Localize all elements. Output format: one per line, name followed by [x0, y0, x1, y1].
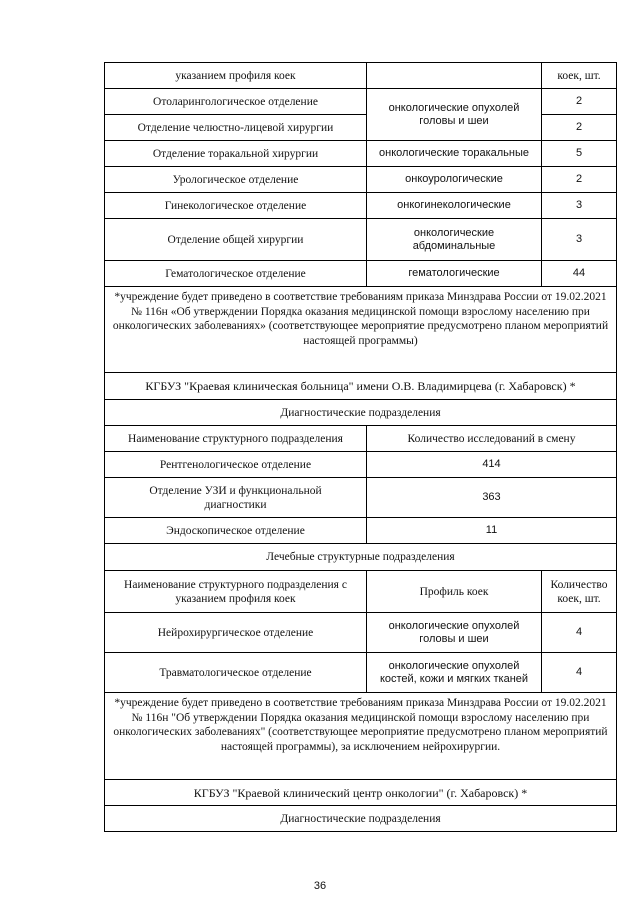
research-count: 414 [367, 452, 617, 478]
table-row [105, 693, 617, 780]
bed-profile: онкоурологические [367, 167, 542, 193]
department-name: Гинекологическое отделение [105, 193, 367, 219]
header-cell [367, 63, 542, 89]
table-row [105, 400, 617, 426]
section-title: Диагностические подразделения [105, 806, 617, 832]
bed-profile: онкологические торакальные [367, 141, 542, 167]
bed-count: 3 [542, 193, 617, 219]
bed-count: 4 [542, 613, 617, 653]
table-row [105, 141, 617, 167]
footnote: *учреждение будет приведено в соответствие требованиям приказа Минздрава России от 19.02.2021 № 116н «Об утверждении Порядка оказания медицинской помощи взрослому населению при онкологических заболеваниях» (соответствующее мероприятие предусмотрено планом мероприятий настоящей программы) [105, 287, 617, 373]
column-header: Наименование структурного подразделения [105, 426, 367, 452]
department-name: Отделение торакальной хирургии [105, 141, 367, 167]
department-name: Травматологическое отделение [105, 653, 367, 693]
page-number: 36 [313, 880, 327, 892]
table-row [105, 806, 617, 832]
bed-profile: онкологические абдоминальные [367, 219, 542, 261]
bed-count: 2 [542, 115, 617, 141]
department-name: Гематологическое отделение [105, 261, 367, 287]
table-row [105, 544, 617, 571]
table-row [105, 261, 617, 287]
section-title: Диагностические подразделения [105, 400, 617, 426]
table-row [105, 89, 617, 115]
table-row [105, 287, 617, 373]
header-cell: указанием профиля коек [105, 63, 367, 89]
column-header: Количество коек, шт. [542, 571, 617, 613]
column-header: Профиль коек [367, 571, 542, 613]
research-count: 11 [367, 518, 617, 544]
table-row [105, 373, 617, 400]
table-row [105, 63, 617, 89]
table-row [105, 452, 617, 478]
department-name: Отделение общей хирургии [105, 219, 367, 261]
facilities-table [104, 62, 617, 832]
department-name: Эндоскопическое отделение [105, 518, 367, 544]
department-name: Рентгенологическое отделение [105, 452, 367, 478]
column-header: Количество исследований в смену [367, 426, 617, 452]
department-name: Отделение челюстно-лицевой хирургии [105, 115, 367, 141]
table-row [105, 653, 617, 693]
bed-count: 2 [542, 167, 617, 193]
bed-count: 2 [542, 89, 617, 115]
section-title: Лечебные структурные подразделения [105, 544, 617, 571]
column-header: Наименование структурного подразделения с указанием профиля коек [105, 571, 367, 613]
hospital-title: КГБУЗ "Краевой клинический центр онкологии" (г. Хабаровск) * [105, 780, 617, 806]
bed-profile: онкологические опухолей костей, кожи и мягких тканей [367, 653, 542, 693]
footnote: *учреждение будет приведено в соответствие требованиям приказа Минздрава России от 19.02.2021 № 116н "Об утверждении Порядка оказания медицинской помощи взрослому населению при онкологических заболеваниях" (соответствующее мероприятие предусмотрено планом мероприятий настоящей программы), за исключением нейрохирургии. [105, 693, 617, 780]
bed-profile: онкогинекологические [367, 193, 542, 219]
bed-count: 3 [542, 219, 617, 261]
hospital-title: КГБУЗ "Краевая клиническая больница" имени О.В. Владимирцева (г. Хабаровск) * [105, 373, 617, 400]
bed-count: 44 [542, 261, 617, 287]
table-row [105, 613, 617, 653]
department-name: Отоларингологическое отделение [105, 89, 367, 115]
bed-profile: гематологические [367, 261, 542, 287]
department-name: Урологическое отделение [105, 167, 367, 193]
table-row [105, 219, 617, 261]
table-row [105, 571, 617, 613]
bed-count: 5 [542, 141, 617, 167]
table-row [105, 426, 617, 452]
department-name: Отделение УЗИ и функциональной диагностики [105, 478, 367, 518]
bed-count: 4 [542, 653, 617, 693]
department-name: Нейрохирургическое отделение [105, 613, 367, 653]
bed-profile: онкологические опухолей головы и шеи [367, 613, 542, 653]
table-row [105, 193, 617, 219]
table-row [105, 478, 617, 518]
table-row [105, 518, 617, 544]
research-count: 363 [367, 478, 617, 518]
table-row [105, 167, 617, 193]
header-cell: коек, шт. [542, 63, 617, 89]
bed-profile: онкологические опухолей головы и шеи [367, 89, 542, 141]
table-row [105, 780, 617, 806]
